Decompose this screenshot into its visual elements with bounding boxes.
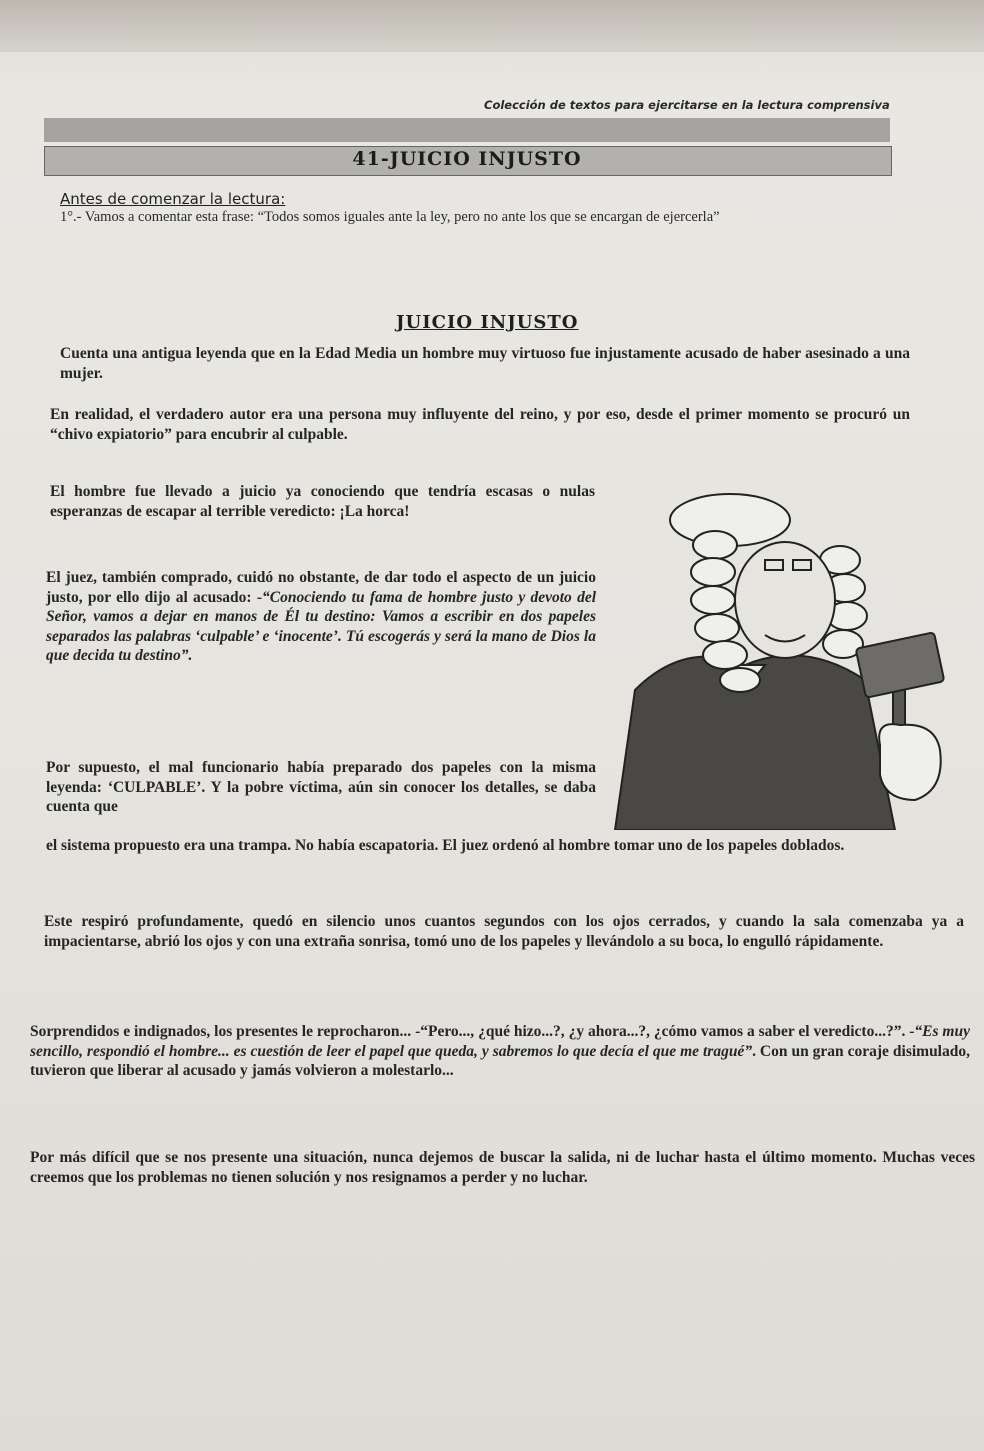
page-bottom-blank xyxy=(0,1240,984,1451)
paragraph-5b: el sistema propuesto era una trampa. No había escapatoria. El juez ordenó al hombre tomar uno de los papeles doblados. xyxy=(46,837,845,854)
paragraph-7-speech: “Es muy sencillo, respondió el hombre... es cuestión de leer el papel que queda, y sabremos lo que decía el que me tragué” xyxy=(30,1023,970,1060)
gavel-head xyxy=(856,632,945,698)
intro-text: 1°.- Vamos a comentar esta frase: “Todos somos iguales ante la ley, pero no ante los que se encargan de ejercerla” xyxy=(60,209,720,225)
paragraph-1: Cuenta una antigua leyenda que en la Edad Media un hombre muy virtuoso fue injustamente acusado de haber asesinado a una mujer. xyxy=(60,345,910,382)
paragraph-4 xyxy=(46,568,596,666)
paragraph-4-narration: El juez, también comprado, cuidó no obstante, de dar todo el aspecto de un juicio justo, por ello dijo al acusado: - xyxy=(46,569,596,606)
header-divider-bar xyxy=(44,118,890,142)
paragraph-7-narration: Sorprendidos e indignados, los presentes le reprocharon... -“Pero..., ¿qué hizo...?, ¿y ahora...?, ¿cómo vamos a saber el veredicto...?”. - xyxy=(30,1023,915,1040)
intro-heading: Antes de comenzar la lectura: xyxy=(60,190,286,208)
judge-illustration xyxy=(595,490,955,830)
paragraph-3: El hombre fue llevado a juicio ya conociendo que tendría escasas o nulas esperanzas de escapar al terrible veredicto: ¡La horca! xyxy=(50,483,595,520)
paragraph-2: En realidad, el verdadero autor era una persona muy influyente del reino, y por eso, desde el primer momento se procuró un “chivo expiatorio” para encubrir al culpable. xyxy=(50,406,910,443)
paragraph-6: Este respiró profundamente, quedó en silencio unos cuantos segundos con los ojos cerrados, y cuando la sala comenzaba ya a impacientarse, abrió los ojos y con una extraña sonrisa, tomó uno de los papeles y llevándolo a su boca, lo engulló rápidamente. xyxy=(44,913,964,950)
paragraph-7 xyxy=(30,1022,970,1081)
page-title: 41-JUICIO INJUSTO xyxy=(352,148,582,170)
collection-header: Colección de textos para ejercitarse en la lectura comprensiva xyxy=(484,98,890,112)
paragraph-8: Por más difícil que se nos presente una situación, nunca dejemos de buscar la salida, ni de luchar hasta el último momento. Muchas veces creemos que los problemas no tienen solución y nos resignamos a perder y no luchar. xyxy=(30,1149,975,1186)
story-title: JUICIO INJUSTO xyxy=(396,312,579,333)
paragraph-7-ending: . Con un gran coraje disimulado, tuvieron que liberar al acusado y jamás volvieron a molestarlo... xyxy=(30,1042,970,1079)
judge-hand xyxy=(879,724,941,800)
paragraph-4-speech: “Conociendo tu fama de hombre justo y devoto del Señor, vamos a dejar en manos de Él tu destino: Vamos a escribir en dos papeles separados las palabras ‘culpable’ e ‘inocente’. Tú escogerás y será la mano de Dios la que decida tu destino”. xyxy=(46,588,597,664)
paragraph-5a: Por supuesto, el mal funcionario había preparado dos papeles con la misma leyenda: ‘CULPABLE’. Y la pobre víctima, aún sin conocer los detalles, se daba cuenta que xyxy=(46,759,596,815)
background-strip xyxy=(0,0,984,52)
